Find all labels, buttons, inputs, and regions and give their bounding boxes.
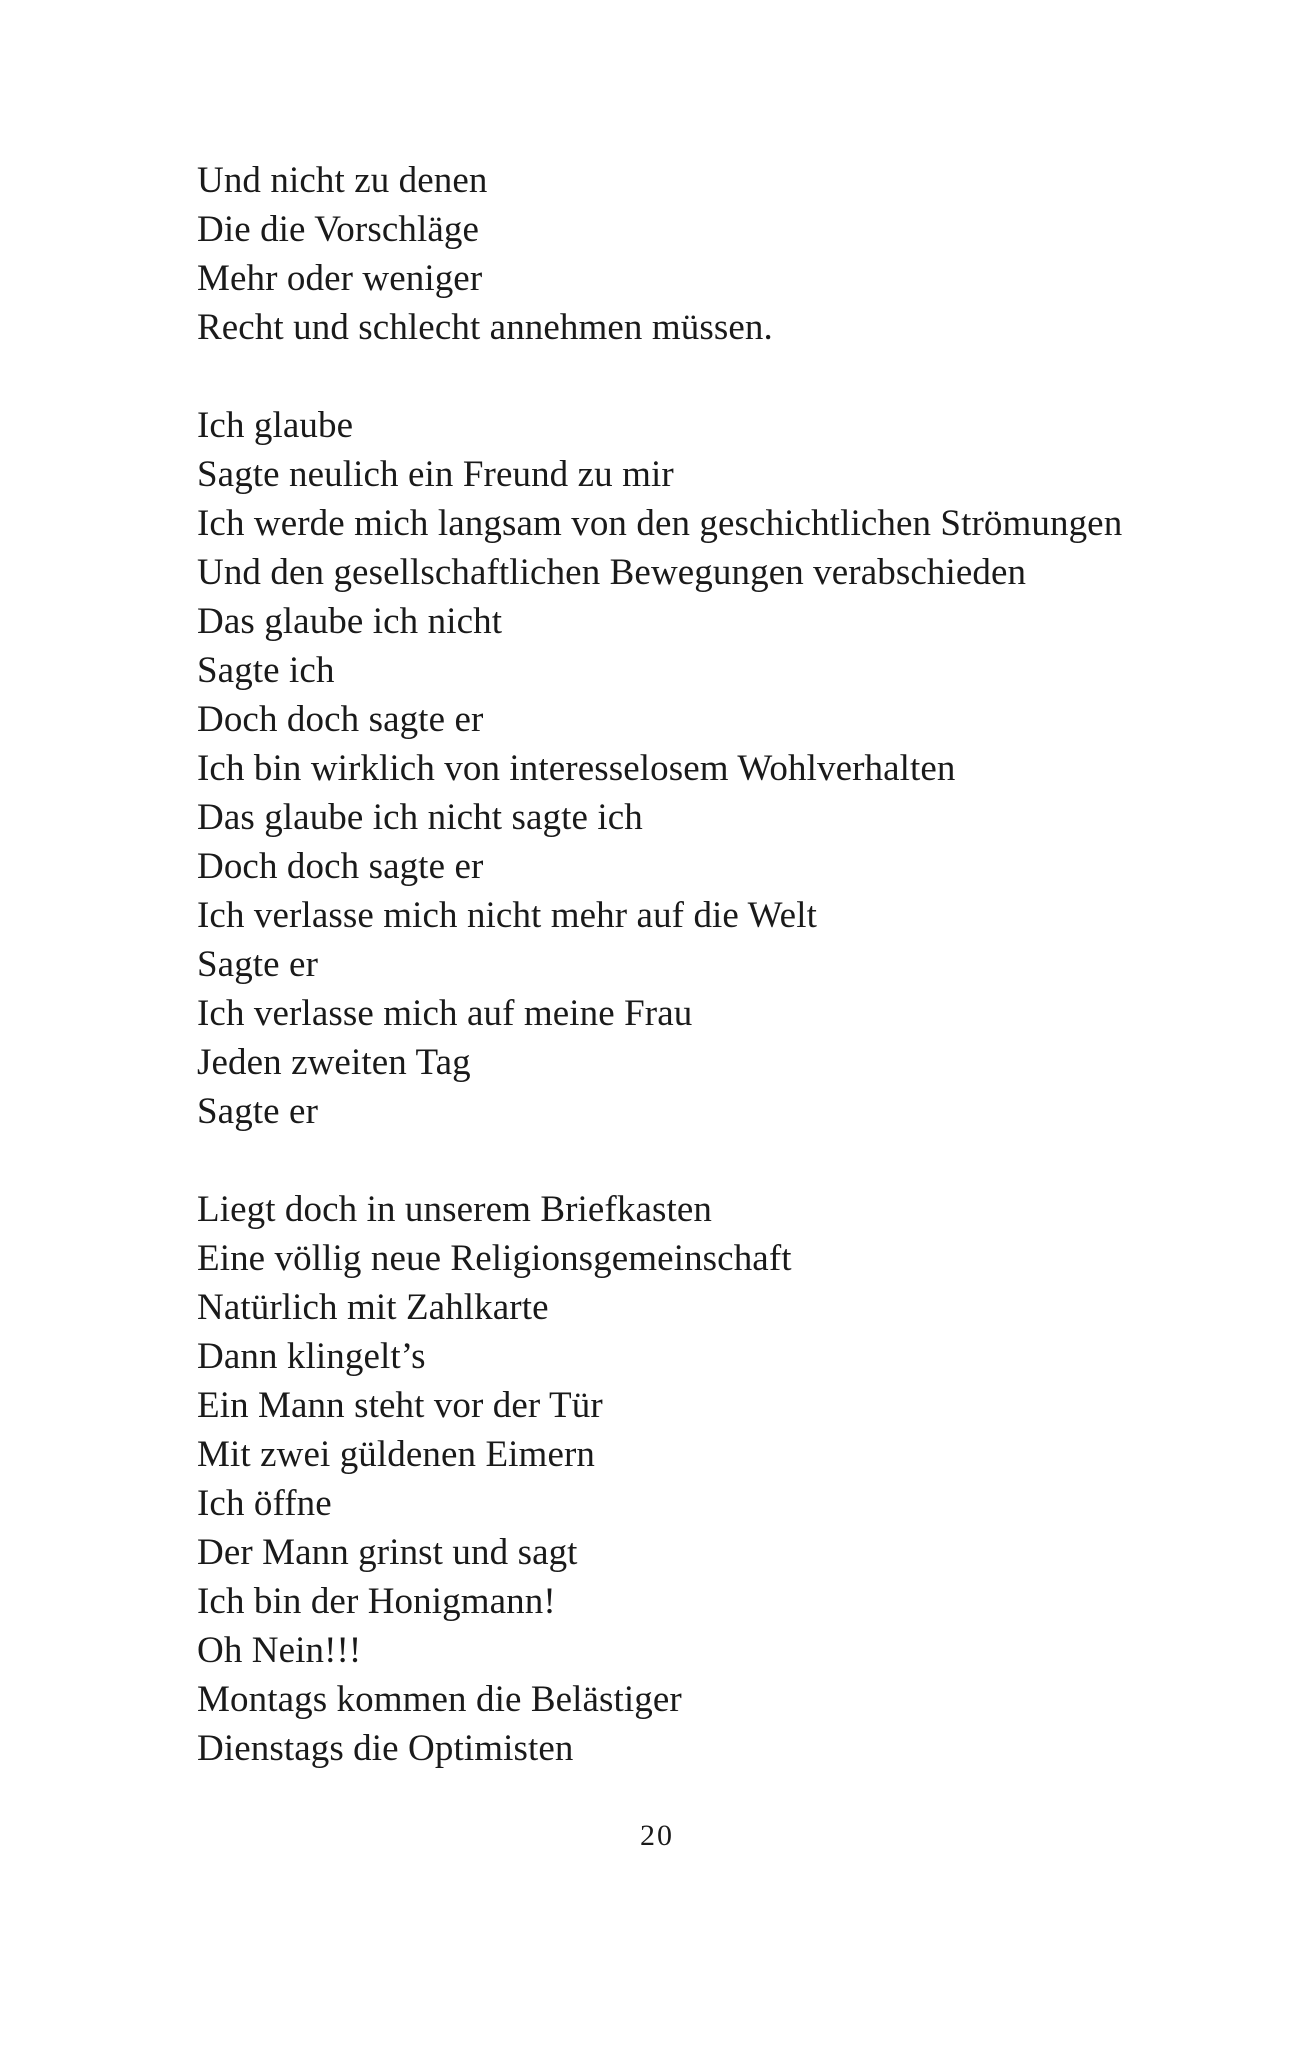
poem-line: Das glaube ich nicht sagte ich: [197, 797, 643, 838]
stanza-1: [197, 156, 1217, 352]
poem-line: Ich bin der Honigmann!: [197, 1581, 556, 1622]
poem-line: Sagte ich: [197, 650, 335, 691]
poem-line: Dienstags die Optimisten: [197, 1728, 574, 1769]
poem-line: Natürlich mit Zahlkarte: [197, 1287, 549, 1328]
poem-line: Oh Nein!!!: [197, 1630, 362, 1671]
poem-line: Und den gesellschaftlichen Bewegungen verabschieden: [197, 552, 1027, 593]
poem-line: Sagte er: [197, 944, 318, 985]
poem-line: Doch doch sagte er: [197, 699, 484, 740]
poem-line: Die die Vorschläge: [197, 209, 479, 250]
poem-line: Mehr oder weniger: [197, 258, 483, 299]
poem-line: Und nicht zu denen: [197, 160, 488, 201]
poem-line: Eine völlig neue Religionsgemeinschaft: [197, 1238, 792, 1279]
poem-text: [197, 156, 1217, 1773]
poem-line: Ich werde mich langsam von den geschichtlichen Strömungen: [197, 503, 1123, 544]
poem-line: Recht und schlecht annehmen müssen.: [197, 307, 773, 348]
poem-line: Ich öffne: [197, 1483, 332, 1524]
poem-line: Montags kommen die Belästiger: [197, 1679, 682, 1720]
poem-line: Ich verlasse mich auf meine Frau: [197, 993, 693, 1034]
poem-line: Doch doch sagte er: [197, 846, 484, 887]
poem-line: Sagte er: [197, 1091, 318, 1132]
poem-line: Ich bin wirklich von interesselosem Wohlverhalten: [197, 748, 956, 789]
poem-line: Jeden zweiten Tag: [197, 1042, 471, 1083]
poem-line: Ich verlasse mich nicht mehr auf die Welt: [197, 895, 817, 936]
poem-line: Mit zwei güldenen Eimern: [197, 1434, 595, 1475]
poem-line: Sagte neulich ein Freund zu mir: [197, 454, 674, 495]
poem-line: Ich glaube: [197, 405, 354, 446]
poem-line: Dann klingelt’s: [197, 1336, 426, 1377]
stanza-3: [197, 1185, 1217, 1773]
poem-line: Ein Mann steht vor der Tür: [197, 1385, 603, 1426]
stanza-2: [197, 401, 1217, 1136]
poem-line: Liegt doch in unserem Briefkasten: [197, 1189, 712, 1230]
page-number: 20: [640, 1819, 674, 1852]
poem-line: Das glaube ich nicht: [197, 601, 503, 642]
poem-line: Der Mann grinst und sagt: [197, 1532, 578, 1573]
